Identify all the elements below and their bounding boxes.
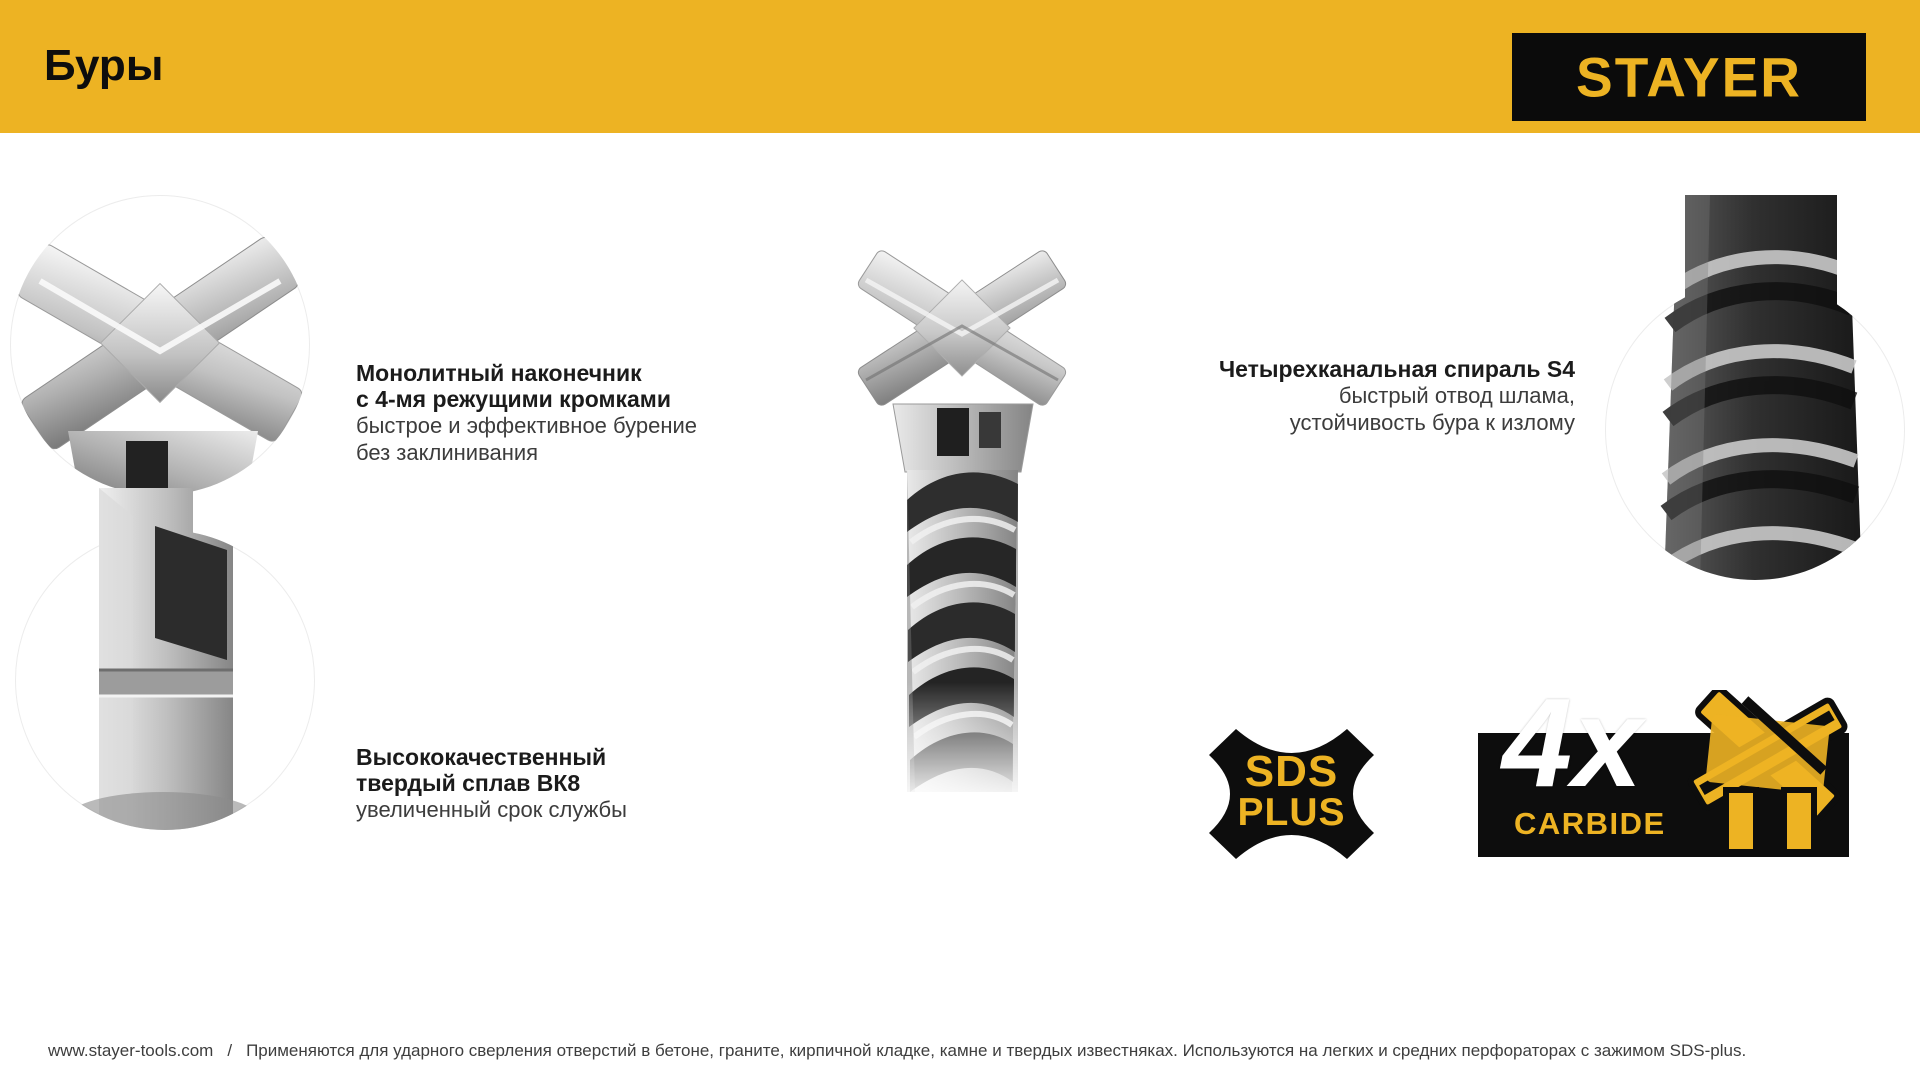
carbide-multiplier: 4x [1502,672,1643,813]
footer-description: Применяются для ударного сверления отверстий в бетоне, граните, кирпичной кладке, камне и твердых известняках. Используются на легких и средних перфораторах с зажимом SDS-plus. [246,1041,1747,1060]
feature-alloy-text [356,744,627,823]
drill-tip-icon [1678,690,1856,858]
page-title: Буры [44,41,164,90]
drill-bit-image [845,232,1078,807]
feature-spiral-bold-line1: Четырехканальная спираль S4 [1218,356,1575,382]
sds-plus-badge-text [1205,747,1378,834]
carbide-label: CARBIDE [1514,806,1666,841]
feature-spiral-line2: устойчивость бура к излому [1289,410,1575,435]
feature-spiral-text [1219,356,1575,436]
feature-tip-bold-line2: с 4-мя режущими кромками [356,386,671,412]
brand-logo-text: STAYER [1576,45,1802,109]
plus-label: PLUS [1237,791,1346,834]
feature-tip-line1: быстрое и эффективное бурение [356,413,698,438]
sds-label: SDS [1244,747,1339,796]
spiral-closeup-photo [1600,195,1910,585]
feature-alloy-bold-line2: твердый сплав ВК8 [356,770,581,796]
header-bar [0,0,1920,133]
footer-website: www.stayer-tools.com [48,1041,214,1060]
footer-separator: / [227,1041,233,1060]
feature-spiral-line1: быстрый отвод шлама, [1338,383,1575,408]
tip-closeup-photo [8,193,312,497]
feature-alloy-bold-line1: Высококачественный [356,744,607,770]
alloy-closeup-photo [13,488,317,833]
feature-alloy-line1: увеличенный срок службы [356,797,627,822]
feature-tip-line2: без заклинивания [356,440,539,465]
brand-logo [1512,33,1866,121]
feature-tip-bold-line1: Монолитный наконечник [356,360,642,386]
sds-plus-badge [1205,720,1378,868]
feature-tip-text [356,360,697,466]
footer [48,1041,1746,1061]
